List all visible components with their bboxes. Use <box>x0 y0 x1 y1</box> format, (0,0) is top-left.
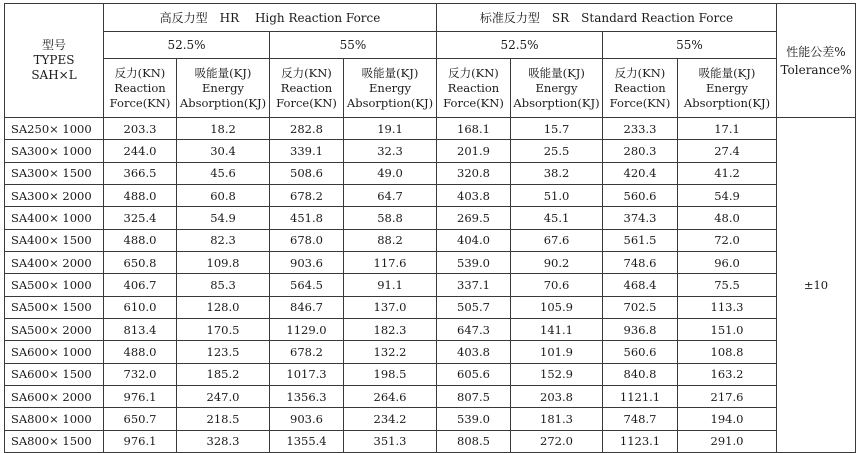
row-energy-value: 113.3 <box>678 296 777 318</box>
row-energy-value: 198.5 <box>344 363 437 385</box>
sr-pct-55: 55% <box>603 32 777 59</box>
row-energy-value: 54.9 <box>177 207 270 229</box>
row-energy-value: 25.5 <box>511 140 603 162</box>
row-force-value: 650.8 <box>104 252 177 274</box>
row-energy-value: 132.2 <box>344 341 437 363</box>
hr-55-energy-header: 吸能量(KJ) Energy Absorption(KJ) <box>344 59 437 118</box>
row-force-value: 903.6 <box>270 252 344 274</box>
model-column-header <box>5 4 104 118</box>
row-force-value: 678.2 <box>270 185 344 207</box>
row-energy-value: 85.3 <box>177 274 270 296</box>
row-model: SA600× 1500 <box>5 363 104 385</box>
row-energy-value: 105.9 <box>511 296 603 318</box>
row-force-value: 903.6 <box>270 408 344 430</box>
row-force-value: 468.4 <box>603 274 678 296</box>
sr-55-energy-header: 吸能量(KJ) Energy Absorption(KJ) <box>678 59 777 118</box>
row-force-value: 840.8 <box>603 363 678 385</box>
table-row <box>5 430 856 452</box>
row-force-value: 1121.1 <box>603 386 678 408</box>
row-energy-value: 128.0 <box>177 296 270 318</box>
row-energy-value: 15.7 <box>511 118 603 140</box>
table-row <box>5 252 856 274</box>
row-energy-value: 54.9 <box>678 185 777 207</box>
row-force-value: 539.0 <box>437 252 511 274</box>
row-force-value: 282.8 <box>270 118 344 140</box>
row-force-value: 976.1 <box>104 430 177 452</box>
row-force-value: 732.0 <box>104 363 177 385</box>
row-force-value: 203.3 <box>104 118 177 140</box>
row-energy-value: 38.2 <box>511 162 603 184</box>
row-force-value: 1123.1 <box>603 430 678 452</box>
row-force-value: 168.1 <box>437 118 511 140</box>
row-energy-value: 137.0 <box>344 296 437 318</box>
hr-pct-55: 55% <box>270 32 437 59</box>
row-force-value: 339.1 <box>270 140 344 162</box>
row-force-value: 374.3 <box>603 207 678 229</box>
row-force-value: 678.0 <box>270 229 344 251</box>
row-force-value: 325.4 <box>104 207 177 229</box>
row-energy-value: 185.2 <box>177 363 270 385</box>
row-force-value: 808.5 <box>437 430 511 452</box>
tolerance-value: ±10 <box>777 118 856 453</box>
row-force-value: 420.4 <box>603 162 678 184</box>
table-row <box>5 319 856 341</box>
row-energy-value: 27.4 <box>678 140 777 162</box>
row-energy-value: 170.5 <box>177 319 270 341</box>
row-force-value: 650.7 <box>104 408 177 430</box>
row-force-value: 976.1 <box>104 386 177 408</box>
row-energy-value: 91.1 <box>344 274 437 296</box>
row-energy-value: 17.1 <box>678 118 777 140</box>
row-energy-value: 217.6 <box>678 386 777 408</box>
row-energy-value: 45.1 <box>511 207 603 229</box>
sr-52-energy-header: 吸能量(KJ) Energy Absorption(KJ) <box>511 59 603 118</box>
row-force-value: 647.3 <box>437 319 511 341</box>
row-energy-value: 264.6 <box>344 386 437 408</box>
row-energy-value: 96.0 <box>678 252 777 274</box>
row-force-value: 813.4 <box>104 319 177 341</box>
row-force-value: 403.8 <box>437 341 511 363</box>
row-energy-value: 32.3 <box>344 140 437 162</box>
row-force-value: 451.8 <box>270 207 344 229</box>
tolerance-column-header <box>777 4 856 118</box>
row-energy-value: 48.0 <box>678 207 777 229</box>
row-energy-value: 123.5 <box>177 341 270 363</box>
row-energy-value: 351.3 <box>344 430 437 452</box>
row-energy-value: 51.0 <box>511 185 603 207</box>
tolerance-label-en: Tolerance% <box>780 62 852 77</box>
table-row <box>5 363 856 385</box>
row-energy-value: 163.2 <box>678 363 777 385</box>
row-force-value: 201.9 <box>437 140 511 162</box>
row-force-value: 404.0 <box>437 229 511 251</box>
row-force-value: 1129.0 <box>270 319 344 341</box>
row-energy-value: 203.8 <box>511 386 603 408</box>
table-row <box>5 162 856 184</box>
table-row <box>5 296 856 318</box>
row-force-value: 280.3 <box>603 140 678 162</box>
row-force-value: 233.3 <box>603 118 678 140</box>
row-energy-value: 64.7 <box>344 185 437 207</box>
row-energy-value: 101.9 <box>511 341 603 363</box>
sr-pct-52-5: 52.5% <box>437 32 603 59</box>
row-model: SA400× 1500 <box>5 229 104 251</box>
hr-52-energy-header: 吸能量(KJ) Energy Absorption(KJ) <box>177 59 270 118</box>
row-force-value: 488.0 <box>104 185 177 207</box>
hr-55-force-header: 反力(KN) Reaction Force(KN) <box>270 59 344 118</box>
row-energy-value: 67.6 <box>511 229 603 251</box>
row-force-value: 1356.3 <box>270 386 344 408</box>
row-energy-value: 45.6 <box>177 162 270 184</box>
row-energy-value: 291.0 <box>678 430 777 452</box>
row-force-value: 605.6 <box>437 363 511 385</box>
row-energy-value: 58.8 <box>344 207 437 229</box>
row-force-value: 560.6 <box>603 185 678 207</box>
row-model: SA800× 1000 <box>5 408 104 430</box>
row-energy-value: 90.2 <box>511 252 603 274</box>
row-force-value: 406.7 <box>104 274 177 296</box>
row-energy-value: 117.6 <box>344 252 437 274</box>
row-model: SA500× 1000 <box>5 274 104 296</box>
hr-group-header: 高反力型 HR High Reaction Force <box>104 4 437 32</box>
hr-52-force-header: 反力(KN) Reaction Force(KN) <box>104 59 177 118</box>
row-energy-value: 272.0 <box>511 430 603 452</box>
row-energy-value: 49.0 <box>344 162 437 184</box>
sr-55-force-header: 反力(KN) Reaction Force(KN) <box>603 59 678 118</box>
row-energy-value: 328.3 <box>177 430 270 452</box>
model-label-cn: 型号 <box>41 38 66 52</box>
row-force-value: 560.6 <box>603 341 678 363</box>
row-force-value: 366.5 <box>104 162 177 184</box>
sr-group-header: 标准反力型 SR Standard Reaction Force <box>437 4 777 32</box>
row-force-value: 403.8 <box>437 185 511 207</box>
row-force-value: 244.0 <box>104 140 177 162</box>
row-force-value: 508.6 <box>270 162 344 184</box>
row-model: SA300× 2000 <box>5 185 104 207</box>
row-energy-value: 247.0 <box>177 386 270 408</box>
hr-pct-52-5: 52.5% <box>104 32 270 59</box>
row-energy-value: 109.8 <box>177 252 270 274</box>
row-model: SA400× 2000 <box>5 252 104 274</box>
row-force-value: 807.5 <box>437 386 511 408</box>
row-model: SA500× 1500 <box>5 296 104 318</box>
table-row <box>5 274 856 296</box>
row-energy-value: 152.9 <box>511 363 603 385</box>
row-force-value: 748.7 <box>603 408 678 430</box>
table-row <box>5 185 856 207</box>
model-label-dim: SAH×L <box>31 68 77 82</box>
row-force-value: 488.0 <box>104 229 177 251</box>
row-energy-value: 181.3 <box>511 408 603 430</box>
row-force-value: 505.7 <box>437 296 511 318</box>
row-model: SA300× 1000 <box>5 140 104 162</box>
row-energy-value: 72.0 <box>678 229 777 251</box>
row-force-value: 702.5 <box>603 296 678 318</box>
row-energy-value: 218.5 <box>177 408 270 430</box>
table-body <box>5 118 856 453</box>
row-force-value: 269.5 <box>437 207 511 229</box>
row-force-value: 561.5 <box>603 229 678 251</box>
row-energy-value: 30.4 <box>177 140 270 162</box>
row-energy-value: 60.8 <box>177 185 270 207</box>
row-force-value: 337.1 <box>437 274 511 296</box>
table-row <box>5 408 856 430</box>
row-energy-value: 75.5 <box>678 274 777 296</box>
row-energy-value: 194.0 <box>678 408 777 430</box>
row-force-value: 678.2 <box>270 341 344 363</box>
row-force-value: 488.0 <box>104 341 177 363</box>
row-energy-value: 141.1 <box>511 319 603 341</box>
row-model: SA500× 2000 <box>5 319 104 341</box>
row-energy-value: 182.3 <box>344 319 437 341</box>
row-force-value: 610.0 <box>104 296 177 318</box>
row-energy-value: 234.2 <box>344 408 437 430</box>
table-row <box>5 229 856 251</box>
table-row <box>5 207 856 229</box>
row-energy-value: 151.0 <box>678 319 777 341</box>
row-force-value: 539.0 <box>437 408 511 430</box>
row-force-value: 564.5 <box>270 274 344 296</box>
row-energy-value: 41.2 <box>678 162 777 184</box>
row-force-value: 1355.4 <box>270 430 344 452</box>
row-model: SA600× 1000 <box>5 341 104 363</box>
row-model: SA250× 1000 <box>5 118 104 140</box>
model-label-en: TYPES <box>33 53 75 67</box>
row-energy-value: 82.3 <box>177 229 270 251</box>
row-energy-value: 19.1 <box>344 118 437 140</box>
row-force-value: 748.6 <box>603 252 678 274</box>
fender-performance-table <box>4 3 856 453</box>
row-model: SA600× 2000 <box>5 386 104 408</box>
row-energy-value: 70.6 <box>511 274 603 296</box>
table-row <box>5 386 856 408</box>
row-model: SA400× 1000 <box>5 207 104 229</box>
row-model: SA800× 1500 <box>5 430 104 452</box>
table-row <box>5 118 856 140</box>
row-energy-value: 88.2 <box>344 229 437 251</box>
row-force-value: 320.8 <box>437 162 511 184</box>
row-force-value: 1017.3 <box>270 363 344 385</box>
row-force-value: 846.7 <box>270 296 344 318</box>
table-row <box>5 140 856 162</box>
table-row <box>5 341 856 363</box>
row-model: SA300× 1500 <box>5 162 104 184</box>
row-energy-value: 18.2 <box>177 118 270 140</box>
row-force-value: 936.8 <box>603 319 678 341</box>
row-energy-value: 108.8 <box>678 341 777 363</box>
tolerance-label-cn: 性能公差% <box>786 44 846 59</box>
sr-52-force-header: 反力(KN) Reaction Force(KN) <box>437 59 511 118</box>
